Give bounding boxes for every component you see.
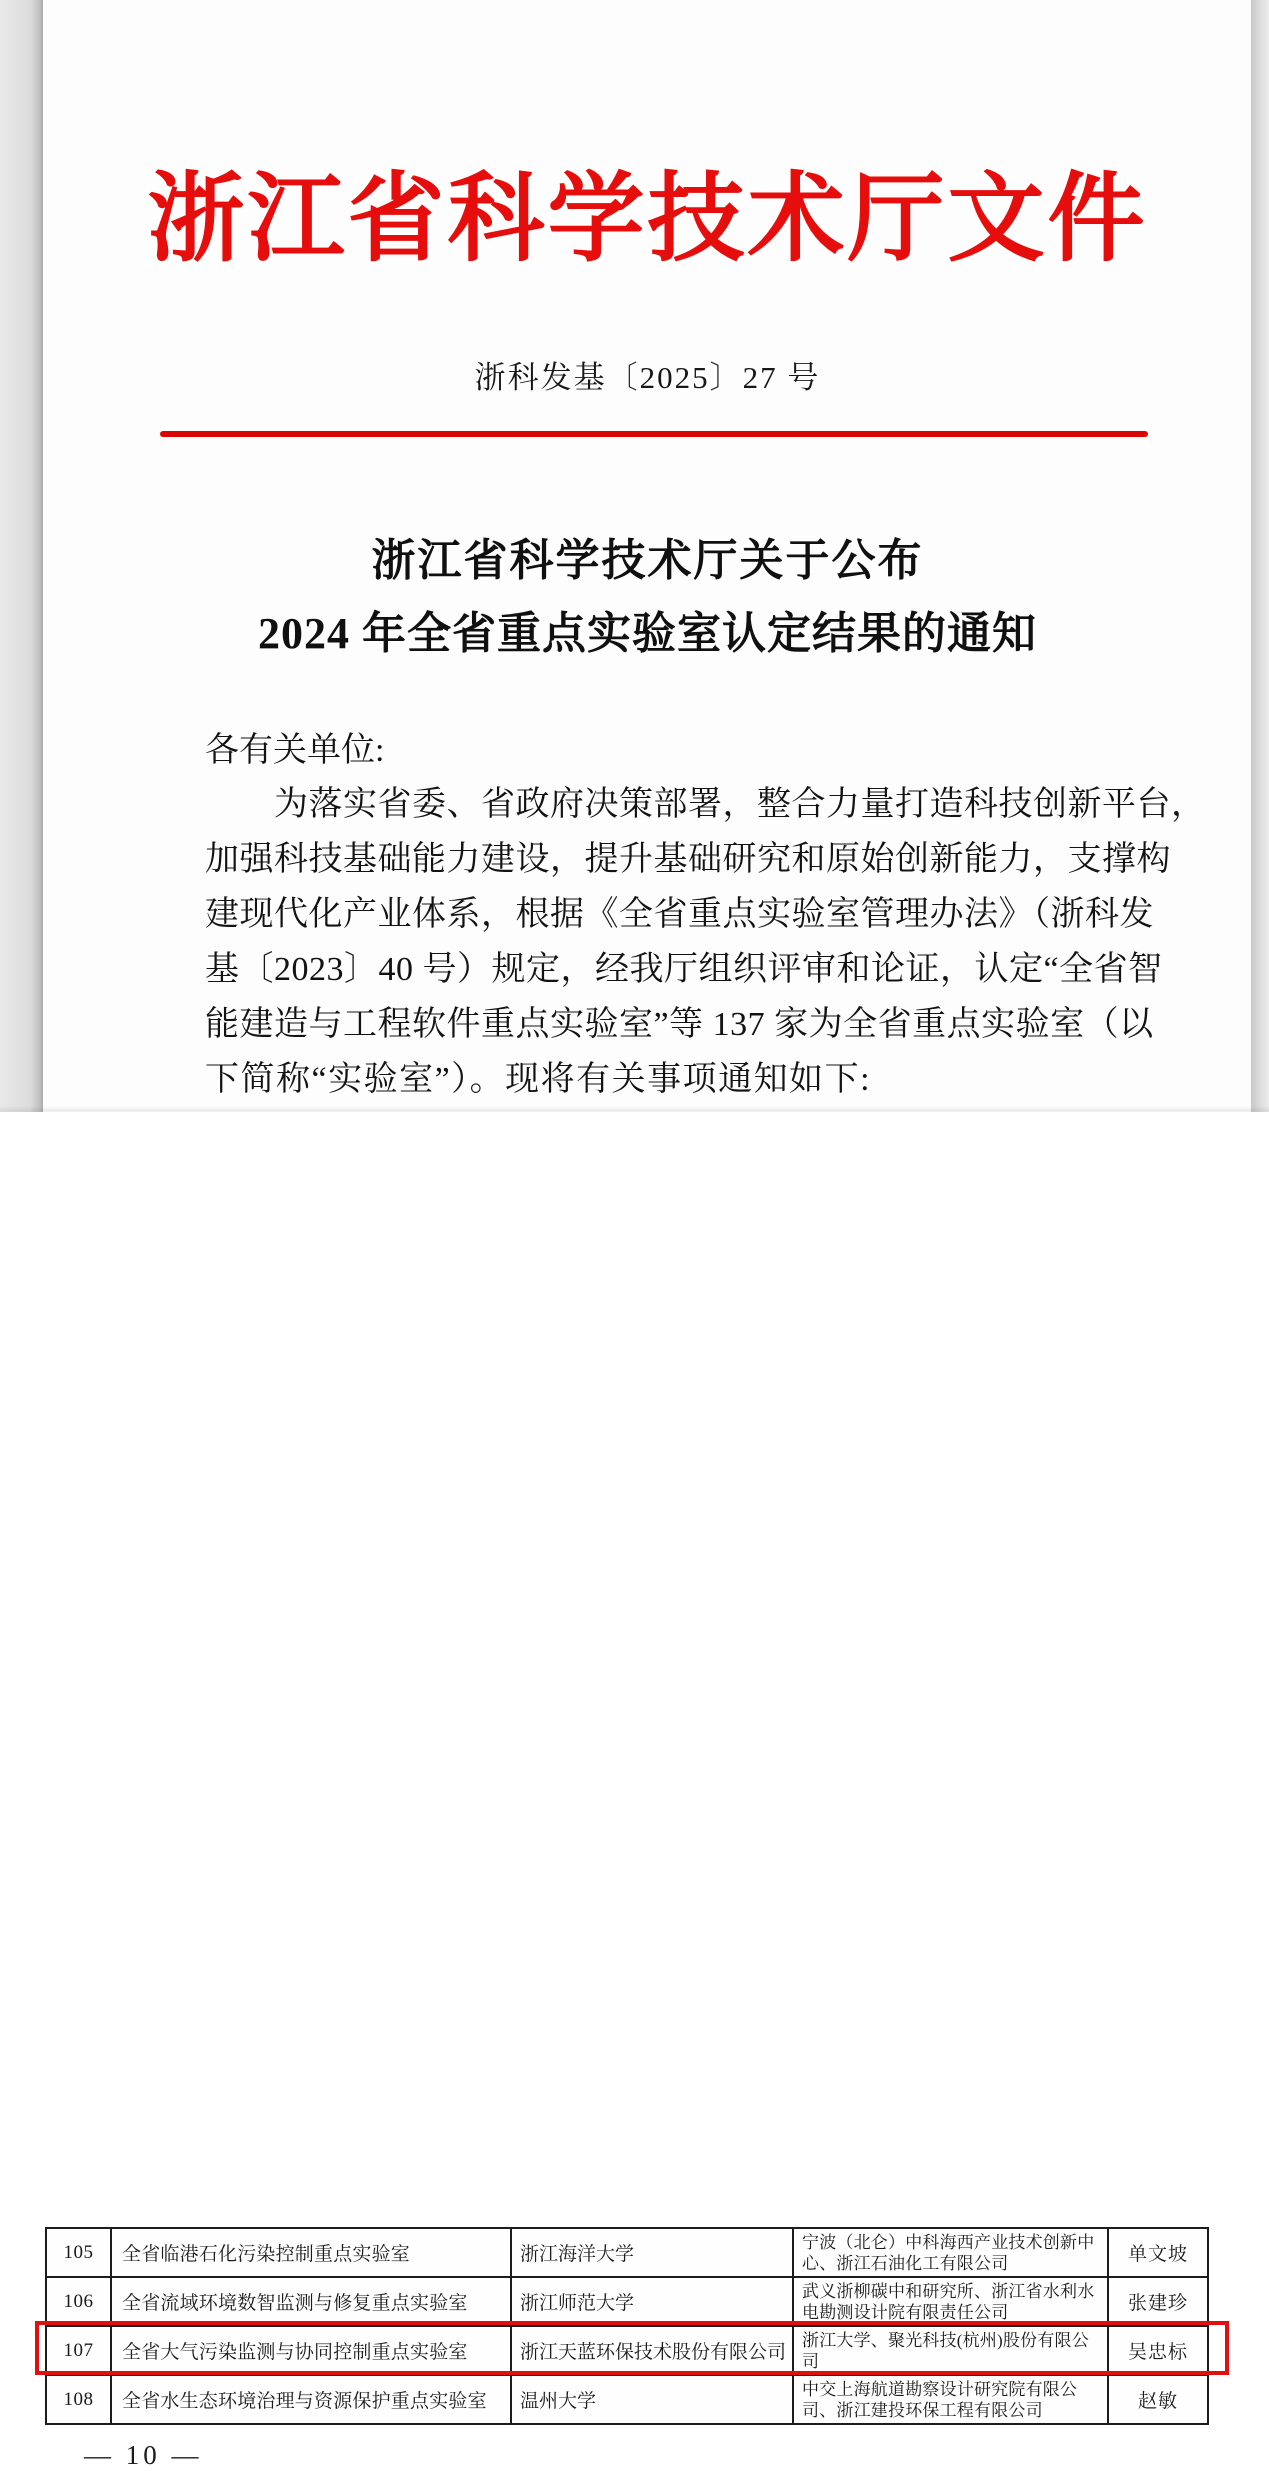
body-line: 建现代化产业体系，根据《全省重点实验室管理办法》（浙科发	[205, 896, 1154, 933]
document-number: 浙科发基〔2025〕27 号	[474, 360, 821, 395]
director-cell: 吴忠标	[1108, 2326, 1208, 2375]
notice-title-line1: 浙江省科学技术厅关于公布	[371, 536, 924, 585]
body-line: 下简称“实验室”）。现将有关事项通知如下:	[205, 1061, 872, 1098]
partner-cell: 浙江大学、聚光科技(杭州)股份有限公司	[793, 2326, 1108, 2375]
body-line: 基〔2023〕40 号）规定，经我厅组织评审和论证，认定“全省智	[205, 951, 1163, 988]
table-row	[46, 2228, 1208, 2277]
body-line: 加强科技基础能力建设，提升基础研究和原始创新能力，支撑构	[205, 841, 1171, 878]
body-paragraph	[205, 781, 1206, 1111]
director-cell: 单文坡	[1108, 2228, 1208, 2277]
body-line: 为落实省委、省政府决策部署，整合力量打造科技创新平台，	[274, 786, 1206, 823]
red-divider-rule	[160, 431, 1148, 437]
salutation: 各有关单位:	[205, 732, 385, 769]
lab-name-cell: 全省临港石化污染控制重点实验室	[111, 2228, 511, 2277]
scan-right-margin	[1251, 0, 1269, 1112]
row-number-cell: 106	[46, 2277, 111, 2326]
body-line: 能建造与工程软件重点实验室”等 137 家为全省重点实验室（以	[205, 1006, 1154, 1043]
institution-cell: 浙江天蓝环保技术股份有限公司	[511, 2326, 793, 2375]
lab-name-cell: 全省水生态环境治理与资源保护重点实验室	[111, 2375, 511, 2424]
row-number-cell: 105	[46, 2228, 111, 2277]
row-number-cell: 108	[46, 2375, 111, 2424]
table-section	[0, 1112, 1269, 2470]
notice-title-line2: 2024 年全省重点实验室认定结果的通知	[258, 609, 1037, 658]
page-number: — 10 —	[84, 2440, 203, 2470]
partner-cell: 宁波（北仑）中科海西产业技术创新中心、浙江石油化工有限公司	[793, 2228, 1108, 2277]
document-header-title: 浙江省科学技术厅文件	[147, 166, 1148, 273]
table-row	[46, 2375, 1208, 2424]
table-row	[46, 2277, 1208, 2326]
partner-cell: 中交上海航道勘察设计研究院有限公司、浙江建投环保工程有限公司	[793, 2375, 1108, 2424]
director-cell: 赵敏	[1108, 2375, 1208, 2424]
lab-name-cell: 全省大气污染监测与协同控制重点实验室	[111, 2326, 511, 2375]
institution-cell: 浙江师范大学	[511, 2277, 793, 2326]
director-cell: 张建珍	[1108, 2277, 1208, 2326]
row-107-highlight-box	[35, 2321, 1229, 2375]
row-number-cell: 107	[46, 2326, 111, 2375]
lab-name-cell: 全省流域环境数智监测与修复重点实验室	[111, 2277, 511, 2326]
institution-cell: 浙江海洋大学	[511, 2228, 793, 2277]
scan-left-margin	[0, 0, 43, 1112]
institution-cell: 温州大学	[511, 2375, 793, 2424]
scanned-page	[0, 0, 1269, 1112]
partner-cell: 武义浙柳碳中和研究所、浙江省水利水电勘测设计院有限责任公司	[793, 2277, 1108, 2326]
